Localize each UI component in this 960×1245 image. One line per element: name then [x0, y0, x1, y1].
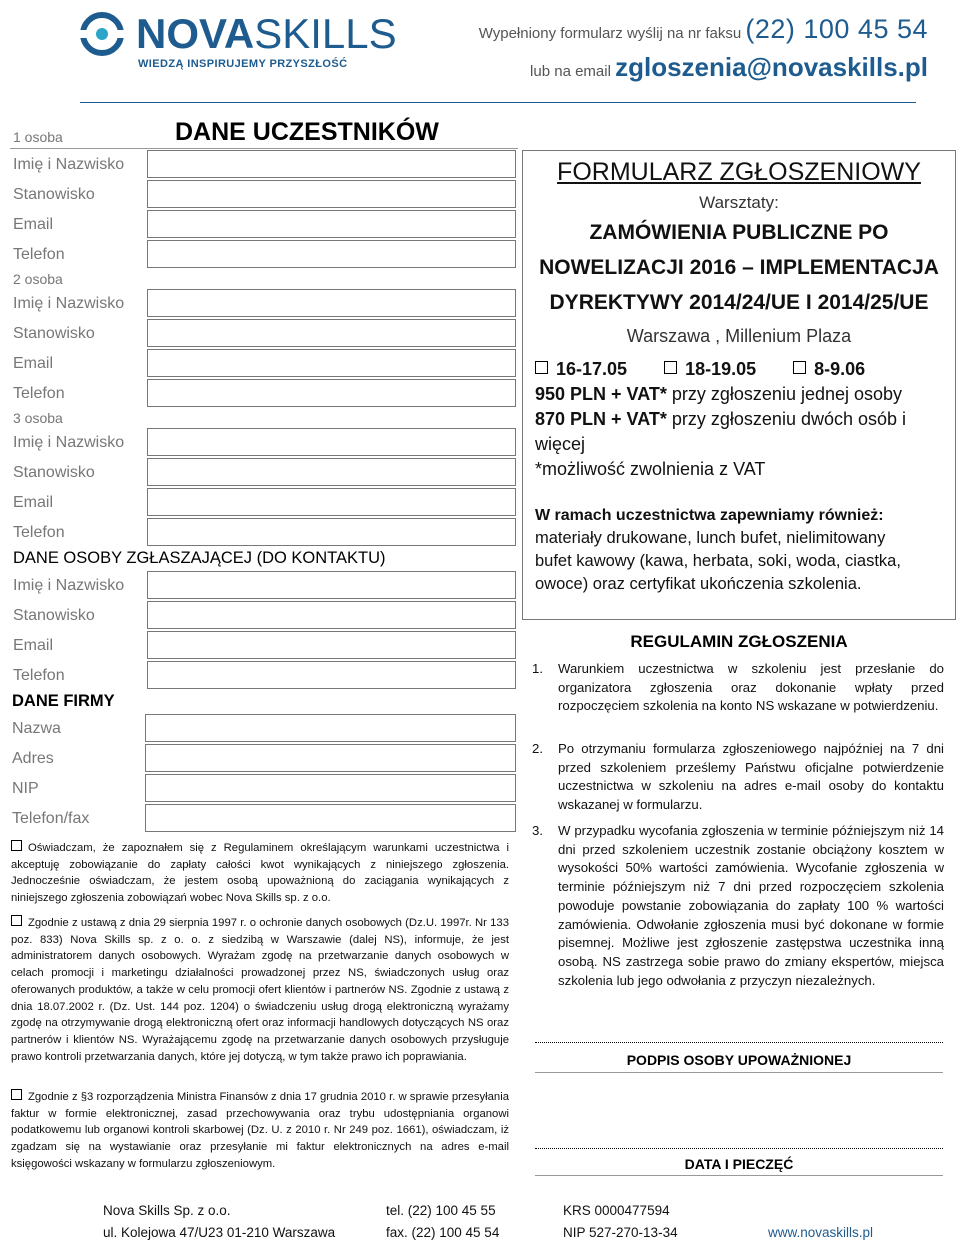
p2-name-field[interactable] — [147, 289, 516, 317]
date-1-label: 16-17.05 — [556, 359, 628, 379]
p3-email-label: Email — [13, 494, 54, 511]
p1-name-field[interactable] — [147, 150, 516, 178]
date-3-label: 8-9.06 — [814, 359, 866, 379]
consent-personal-data-checkbox[interactable] — [11, 915, 22, 926]
form-title: FORMULARZ ZGŁOSZENIOWY — [557, 158, 921, 186]
workshop-title-line-2: NOWELIZACJI 2016 – IMPLEMENTACJA — [539, 256, 939, 279]
date-1-checkbox[interactable] — [535, 361, 548, 374]
consent-personal-data: Zgodnie z ustawą z dnia 29 sierpnia 1997 r. o ochronie danych osobowych (Dz.U. 1997r. Nr 133 poz. 833) Nova Skills sp. z o. o. z siedzibą w Warszawie (dalej NS), informuje, że jest administratorem danych osobowych. Wyrażam zgodę na przetwarzanie danych osobowych w celach promocji i marketingu działalności prowadzonej przez NS, świadczonych usług oraz oferowanych produktów, a także w celu promocji ofert klientów i partnerów NS. Zgodnie z ustawą z dnia 18.07.2002 r. (Dz. Ust. 144 poz. 1204) o świadczeniu usług drogą elektroniczną wyrażamy zgodę na otrzymywanie drogą elektroniczną ofert oraz informacji handlowych dotyczących NS oraz partnerów i klientów NS. Wyrażającemu zgodę na przetwarzanie danych osobowych przysługuje prawo kontroli przetwarzania danych, które jej dotyczą, w tym także prawo ich poprawiania. — [11, 917, 509, 1063]
p3-name-label: Imię i Nazwisko — [13, 434, 125, 451]
price-multiple-cont: więcej — [535, 434, 586, 454]
logo-mark-icon — [80, 12, 124, 56]
price-single: 950 PLN + VAT* przy zgłoszeniu jednej osoby — [535, 384, 903, 404]
p1-position-field[interactable] — [147, 180, 516, 208]
p1-phone-field[interactable] — [147, 240, 516, 268]
contact-position-field[interactable] — [147, 601, 516, 629]
contact-phone-field[interactable] — [147, 661, 516, 689]
person-1-label: 1 osoba — [13, 129, 63, 145]
company-address-field[interactable] — [145, 744, 516, 772]
signature-rule — [535, 1072, 943, 1073]
regulation-item: 3. W przypadku wycofania zgłoszenia w terminie późniejszym niż 14 dni przed szkoleniem uczestnik zostanie obciążony kosztem w wysokości 50% wartości zamówienia. Wycofanie zgłoszenia w terminie późniejszym niż 7 dni przed rozpoczęciem szkolenia powoduje powstanie zobowiązania do zapłaty 100 % wartości zamówienia. Odwołanie zgłoszenia musi być dokonane w formie pisemnej. Możliwe jest zgłoszenie zastępstwa uczestnika inną osobą. NS zastrzega sobie prawo do zmiany ekspertów, miejsca szkolenia lub jego odwołania z przyczyn niezależnych. — [532, 823, 944, 988]
p1-position-label: Stanowisko — [13, 186, 95, 203]
footer-address: ul. Kolejowa 47/U23 01-210 Warszawa — [103, 1225, 336, 1240]
price-multiple: 870 PLN + VAT* przy zgłoszeniu dwóch osób i — [535, 409, 907, 429]
p1-email-field[interactable] — [147, 210, 516, 238]
email-info: lub na email zgloszenia@novaskills.pl — [530, 52, 928, 82]
company-phone-fax-label: Telefon/fax — [12, 810, 90, 827]
includes-line-3: owoce) oraz certyfikat ukończenia szkolenia. — [535, 575, 862, 593]
date-stamp-rule — [535, 1175, 943, 1176]
logo-text: NOVASKILLS — [136, 10, 397, 57]
signature-label: PODPIS OSOBY UPOWAŻNIONEJ — [626, 1052, 852, 1068]
date-stamp-dotted-line — [535, 1148, 943, 1149]
company-nip-field[interactable] — [145, 774, 516, 802]
contact-section-title: DANE OSOBY ZGŁASZAJĄCEJ (DO KONTAKTU) — [13, 549, 386, 567]
p2-phone-label: Telefon — [13, 385, 65, 402]
regulation-item: 1. Warunkiem uczestnictwa w szkoleniu jest przesłanie do organizatora zgłoszenia oraz dokonanie wpłaty przed rozpoczęciem szkolenia na konto NS wskazane w potwierdzeniu. — [532, 661, 944, 714]
company-nip-label: NIP — [12, 780, 39, 797]
includes-line-1: materiały drukowane, lunch bufet, nielimitowany — [535, 529, 886, 547]
divider — [10, 148, 518, 149]
contact-email-field[interactable] — [147, 631, 516, 659]
consent-regulations: Oświadczam, że zapoznałem się z Regulaminem określającym warunkami uczestnictwa i akceptuję zobowiązanie do zapłaty całości kwot wynikających z niniejszego zgłoszenia. Jednocześnie oświadczam, że jestem osobą upoważnioną do zaciągania wynikających z niniejszego zgłoszenia zobowiązań wobec Nova Skills sp. z o.o. — [11, 842, 509, 905]
company-phone-fax-field[interactable] — [145, 804, 516, 832]
p3-name-field[interactable] — [147, 428, 516, 456]
company-address-label: Adres — [12, 750, 54, 767]
logo-tagline: WIEDZĄ INSPIRUJEMY PRZYSZŁOŚĆ — [138, 58, 348, 70]
contact-name-field[interactable] — [147, 571, 516, 599]
footer-krs: KRS 0000477594 — [563, 1203, 670, 1218]
contact-email-label: Email — [13, 637, 54, 654]
date-2-label: 18-19.05 — [685, 359, 757, 379]
p2-position-field[interactable] — [147, 319, 516, 347]
participants-title: DANE UCZESTNIKÓW — [175, 118, 439, 146]
workshop-title-line-3: DYREKTYWY 2014/24/UE I 2014/25/UE — [549, 291, 929, 314]
p3-position-label: Stanowisko — [13, 464, 95, 481]
consent-e-invoice: Zgodnie z §3 rozporządzenia Ministra Finansów z dnia 17 grudnia 2010 r. w sprawie przesyłania faktur w formie elektronicznej, zasad przechowywania oraz trybu udostępniania organowi podatkowemu lub organowi kontroli skarbowej (Dz. U. z 2010 r. Nr 249 poz. 1661), oświadczam, iż zgadzam się na wystawianie oraz przesyłanie mi faktur elektronicznych na adres e-mail księgowości wskazany w formularzu zgłoszeniowym. — [11, 1091, 510, 1170]
p1-name-label: Imię i Nazwisko — [13, 156, 125, 173]
p3-phone-field[interactable] — [147, 518, 516, 546]
footer-company: Nova Skills Sp. z o.o. — [103, 1203, 231, 1218]
includes-line-2: bufet kawowy (kawa, herbata, soki, woda, ciastka, — [535, 552, 901, 570]
fax-info: Wypełniony formularz wyślij na nr faksu (22) 100 45 54 — [478, 14, 928, 44]
consent-e-invoice-checkbox[interactable] — [11, 1089, 22, 1100]
date-3-checkbox[interactable] — [793, 361, 806, 374]
vat-note: *możliwość zwolnienia z VAT — [535, 459, 766, 479]
p2-email-label: Email — [13, 355, 54, 372]
p3-phone-label: Telefon — [13, 524, 65, 541]
workshop-location: Warszawa , Millenium Plaza — [626, 326, 852, 346]
person-3-label: 3 osoba — [13, 410, 63, 426]
date-2-checkbox[interactable] — [664, 361, 677, 374]
p2-name-label: Imię i Nazwisko — [13, 295, 125, 312]
date-stamp-label: DATA I PIECZĘĆ — [684, 1156, 794, 1172]
p3-position-field[interactable] — [147, 458, 516, 486]
contact-position-label: Stanowisko — [13, 607, 95, 624]
person-2-label: 2 osoba — [13, 271, 63, 287]
footer-website-link[interactable]: www.novaskills.pl — [768, 1225, 874, 1240]
footer-tel: tel. (22) 100 45 55 — [386, 1203, 496, 1218]
consent-regulations-checkbox[interactable] — [11, 840, 22, 851]
header-divider — [80, 102, 916, 103]
date-options — [535, 359, 865, 380]
contact-name-label: Imię i Nazwisko — [13, 577, 125, 594]
signature-dotted-line — [535, 1042, 943, 1043]
p2-email-field[interactable] — [147, 349, 516, 377]
footer-fax: fax. (22) 100 45 54 — [386, 1225, 500, 1240]
p2-position-label: Stanowisko — [13, 325, 95, 342]
workshop-title-line-1: ZAMÓWIENIA PUBLICZNE PO — [589, 221, 889, 244]
company-section-title: DANE FIRMY — [12, 692, 115, 710]
p3-email-field[interactable] — [147, 488, 516, 516]
includes-title: W ramach uczestnictwa zapewniamy również: — [535, 507, 884, 524]
company-name-field[interactable] — [145, 714, 516, 742]
p1-email-label: Email — [13, 216, 54, 233]
regulation-item: 2. Po otrzymaniu formularza zgłoszeniowego najpóźniej na 7 dni przed szkoleniem prześlemy Państwu oficjalne potwierdzenie uczestnictwa w szkoleniu na adres e-mail osoby do kontaktu wskazanej w formularzu. — [532, 741, 944, 813]
email-link[interactable]: zgloszenia@novaskills.pl — [615, 52, 928, 82]
regulations-title: REGULAMIN ZGŁOSZENIA — [630, 632, 848, 651]
form-subtitle: Warsztaty: — [699, 193, 779, 212]
contact-phone-label: Telefon — [13, 667, 65, 684]
p2-phone-field[interactable] — [147, 379, 516, 407]
footer-nip: NIP 527-270-13-34 — [563, 1225, 678, 1240]
fax-number: (22) 100 45 54 — [745, 14, 928, 44]
company-name-label: Nazwa — [12, 720, 61, 737]
p1-phone-label: Telefon — [13, 246, 65, 263]
